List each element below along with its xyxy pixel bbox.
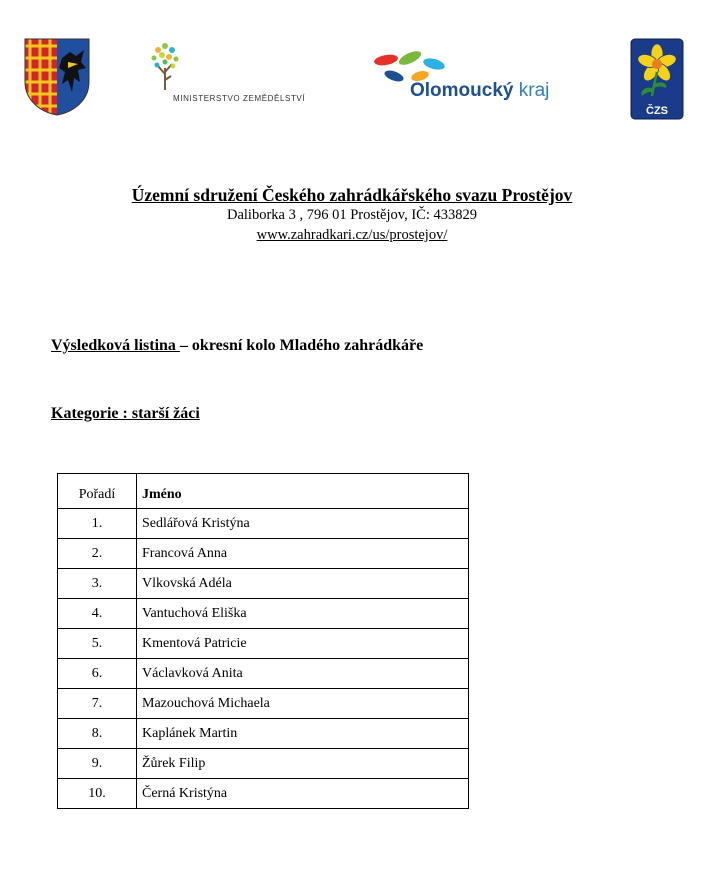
document-title-underlined: Výsledková listina: [51, 337, 180, 354]
table-row: [58, 719, 469, 749]
website-link[interactable]: www.zahradkari.cz/us/prostejov/: [256, 227, 448, 243]
table-row: [58, 689, 469, 719]
region-name: Olomoucký kraj: [410, 80, 550, 101]
rank-cell: 10.: [58, 779, 137, 809]
table-row: [58, 569, 469, 599]
name-cell: Černá Kristýna: [137, 779, 469, 809]
czs-logo-text: ČZS: [646, 105, 668, 117]
name-cell: Mazouchová Michaela: [137, 689, 469, 719]
rank-cell: 8.: [58, 719, 137, 749]
table-row: [58, 779, 469, 809]
rank-cell: 7.: [58, 689, 137, 719]
table-row: [58, 539, 469, 569]
flower-petals-logo-icon: [372, 50, 448, 84]
tree-logo-icon: [150, 40, 180, 92]
category-label: Kategorie : starší žáci: [51, 405, 200, 422]
ministry-name: MINISTERSTVO ZEMĚDĚLSTVÍ: [173, 94, 306, 103]
narcissus-flower-logo-icon: [630, 38, 684, 120]
rank-cell: 4.: [58, 599, 137, 629]
rank-cell: 9.: [58, 749, 137, 779]
name-cell: Vlkovská Adéla: [137, 569, 469, 599]
table-row: [58, 659, 469, 689]
rank-cell: 5.: [58, 629, 137, 659]
header-rank: Pořadí: [58, 474, 137, 509]
name-cell: Kmentová Patricie: [137, 629, 469, 659]
rank-cell: 2.: [58, 539, 137, 569]
logo-bar: [0, 36, 704, 126]
name-cell: Žůrek Filip: [137, 749, 469, 779]
header-name: Jméno: [137, 474, 469, 509]
organization-header: [0, 184, 704, 245]
name-cell: Kaplánek Martin: [137, 719, 469, 749]
name-cell: Václavková Anita: [137, 659, 469, 689]
name-cell: Vantuchová Eliška: [137, 599, 469, 629]
rank-cell: 1.: [58, 509, 137, 539]
document-title: [51, 337, 423, 355]
table-row: [58, 599, 469, 629]
table-header-row: [58, 474, 469, 509]
name-cell: Sedlářová Kristýna: [137, 509, 469, 539]
document-title-rest: – okresní kolo Mladého zahrádkáře: [179, 337, 424, 354]
rank-cell: 6.: [58, 659, 137, 689]
coat-of-arms-logo: [24, 38, 90, 116]
organization-name: Územní sdružení Českého zahrádkářského svazu Prostějov: [131, 185, 573, 205]
results-table: [57, 473, 469, 809]
table-row: [58, 629, 469, 659]
rank-cell: 3.: [58, 569, 137, 599]
table-row: [58, 509, 469, 539]
organization-address: Daliborka 3 , 796 01 Prostějov, IČ: 433829: [227, 207, 477, 223]
table-row: [58, 749, 469, 779]
name-cell: Francová Anna: [137, 539, 469, 569]
